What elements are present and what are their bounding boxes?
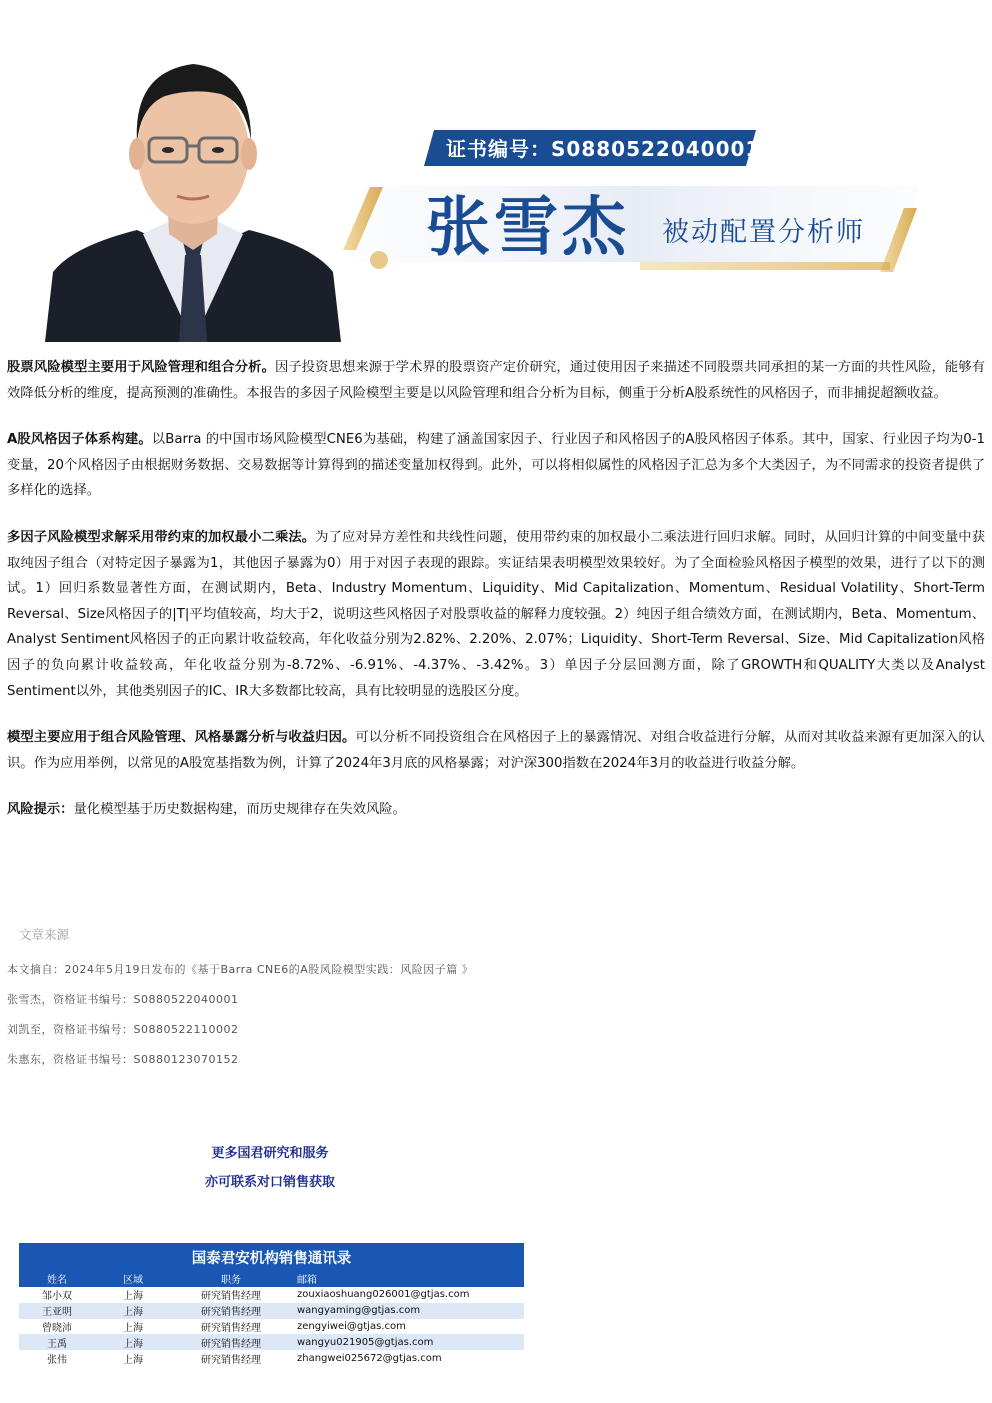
sales-directory (19, 1243, 524, 1366)
cell-email: zengyiwei@gtjas.com (297, 1320, 406, 1332)
report-summary (7, 355, 985, 844)
directory-header (19, 1243, 524, 1287)
analyst-banner (0, 0, 992, 345)
directory-columns (19, 1269, 524, 1287)
cell-region: 上海 (123, 1322, 143, 1334)
cell-region: 上海 (123, 1354, 143, 1366)
cert-number: 证书编号：S0880522040001 (446, 137, 761, 161)
risk-warning (7, 797, 985, 823)
cell-title: 研究销售经理 (201, 1322, 261, 1334)
cell-title: 研究销售经理 (201, 1291, 261, 1303)
col-name: 姓名 (47, 1274, 67, 1286)
paragraph-text: 为了应对异方差性和共线性问题，使用带约束的加权最小二乘法进行回归求解。同时，从回归计算的中间变量中获取纯因子组合（对特定因子暴露为1，其他因子暴露为0）用于对因子表现的跟踪。实证结果表明模型效果较好。为了全面检验风格因子模型的效果，进行了以下的测试。1）回归系数显著性方面，在测试期内，Beta、Industry Momentum、Liquidity、Mid Capitalization、Momentum、Residual Volatility、Short-Term Reversal、Size风格因子的|T|平均值较高，均大于2，说明这些风格因子对股票收益的解释力度较强。2）纯因子组合绩效方面，在测试期内，Beta、Momentum、Analyst Sentiment风格因子的正向累计收益较高，年化收益分别为2.82%、2.20%、2.07%；Liquidity、Short-Term Reversal、Size、Mid Capitalization风格因子的负向累计收益较高，年化收益分别为-8.72%、-6.91%、-4.37%、-3.42%。3）单因子分层回测方面，除了GROWTH和QUALITY大类以及Analyst Sentiment以外，其他类别因子的IC、IR大多数都比较高，具有比较明显的选股区分度。 (7, 529, 986, 699)
cell-title: 研究销售经理 (201, 1354, 261, 1366)
paragraph-lead: A股风格因子体系构建。 (7, 432, 152, 448)
source-line: 本文摘自：2024年5月19日发布的《基于Barra CNE6的A股风险模型实践：风险因子篇 》 (7, 963, 474, 976)
more-research-line: 更多国君研究和服务 (211, 1146, 329, 1161)
directory-title: 国泰君安机构销售通讯录 (191, 1251, 352, 1267)
table-row (19, 1287, 524, 1303)
paragraph-text: 因子投资思想来源于学术界的股票资产定价研究，通过使用因子来描述不同股票共同承担的某一方面的共性风险，能够有效降低分析的维度，提高预测的准确性。本报告的多因子风险模型主要是以风险管理和组合分析为目标，侧重于分析A股系统性的风格因子，而非捕捉超额收益。 (7, 360, 986, 401)
col-region: 区域 (123, 1274, 143, 1286)
table-row (19, 1334, 524, 1350)
cell-email: zouxiaoshuang026001@gtjas.com (297, 1289, 470, 1301)
cell-email: zhangwei025672@gtjas.com (297, 1352, 442, 1364)
paragraph (7, 725, 985, 776)
cell-name: 邹小双 (42, 1291, 72, 1303)
analyst-name: 张雪杰 (426, 190, 630, 265)
cell-region: 上海 (123, 1307, 143, 1319)
cell-title: 研究销售经理 (201, 1307, 261, 1319)
cell-name: 王亚明 (42, 1307, 72, 1319)
paragraph-text: 量化模型基于历史数据构建，而历史规律存在失效风险。 (73, 802, 406, 818)
source-line: 朱惠东，资格证书编号：S0880123070152 (7, 1053, 239, 1066)
paragraph (7, 427, 985, 504)
cell-region: 上海 (123, 1291, 143, 1303)
paragraph-lead: 模型主要应用于组合风险管理、风格暴露分析与收益归因。 (7, 730, 356, 746)
cell-name: 曾晓沛 (42, 1322, 72, 1334)
cell-email: wangyaming@gtjas.com (297, 1305, 421, 1317)
paragraph-lead: 股票风险模型主要用于风险管理和组合分析。 (7, 360, 275, 375)
col-title: 职务 (221, 1274, 241, 1286)
source-title: 文章来源 (19, 927, 70, 942)
paragraph-text: 可以分析不同投资组合在风格因子上的暴露情况、对组合收益进行分解，从而对其收益来源有更加深入的认识。作为应用举例，以常见的A股宽基指数为例，计算了2024年3月底的风格暴露；对沪深300指数在2024年3月的收益进行收益分解。 (7, 730, 986, 771)
table-row (19, 1319, 524, 1335)
source-line: 刘凯至，资格证书编号：S0880522110002 (7, 1023, 239, 1036)
paragraph (7, 525, 985, 704)
source-line: 张雪杰，资格证书编号：S0880522040001 (7, 993, 239, 1006)
analyst-photo (45, 50, 341, 342)
cell-name: 张伟 (47, 1354, 67, 1366)
table-row (19, 1350, 524, 1366)
contact-sales-line: 亦可联系对口销售获取 (204, 1175, 335, 1190)
table-row (19, 1303, 524, 1319)
cell-title: 研究销售经理 (201, 1338, 261, 1350)
paragraph (7, 355, 985, 406)
paragraph-text: 以Barra 的中国市场风险模型CNE6为基础，构建了涵盖国家因子、行业因子和风格因子的A股风格因子体系。其中，国家、行业因子均为0-1变量，20个风格因子由根据财务数据、交易数据等计算得到的描述变量加权得到。此外，可以将相似属性的风格因子汇总为多个大类因子，为不同需求的投资者提供了多样化的选择。 (7, 432, 986, 499)
paragraph-lead: 多因子风险模型求解采用带约束的加权最小二乘法。 (7, 529, 316, 545)
cell-email: wangyu021905@gtjas.com (297, 1336, 434, 1348)
analyst-role: 被动配置分析师 (662, 217, 865, 248)
paragraph-lead: 风险提示： (7, 802, 74, 818)
cell-region: 上海 (123, 1338, 143, 1350)
cell-name: 王禹 (47, 1338, 67, 1350)
col-email: 邮箱 (297, 1274, 317, 1286)
